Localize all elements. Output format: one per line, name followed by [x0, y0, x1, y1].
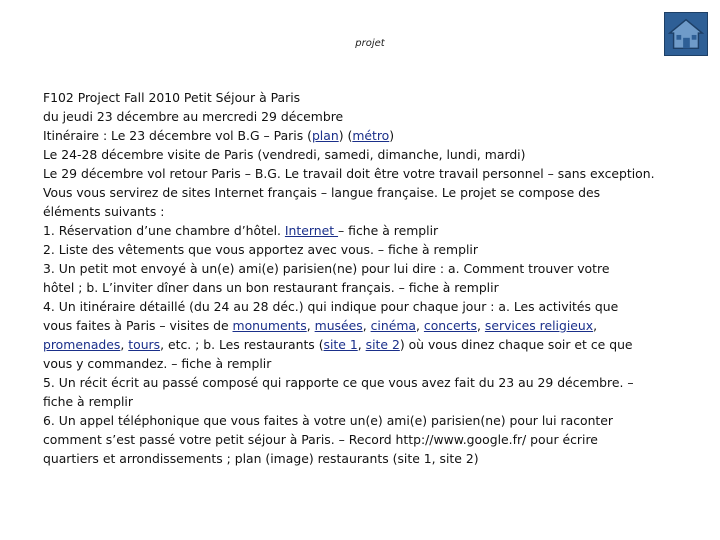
- doc-line-item6-cont: comment s’est passé votre petit séjour à Paris. – Record http://www.google.fr/ pour écrire: [43, 432, 598, 447]
- doc-line-item5-end: fiche à remplir: [43, 394, 133, 409]
- link-promenades[interactable]: promenades: [43, 337, 121, 352]
- doc-line-item4-visits: vous faites à Paris – visites de monuments, musées, cinéma, concerts, services religieux,: [43, 318, 598, 333]
- link-tours[interactable]: tours: [128, 337, 161, 352]
- doc-line-elements: éléments suivants :: [43, 204, 165, 219]
- doc-line-return: Le 29 décembre vol retour Paris – B.G. Le travail doit être votre travail personnel – sans exception.: [43, 166, 655, 181]
- home-button[interactable]: [664, 12, 708, 56]
- link-cinema[interactable]: cinéma: [370, 318, 417, 333]
- document-body: [43, 88, 705, 468]
- doc-line-sites: Vous vous servirez de sites Internet français – langue française. Le projet se compose des: [43, 185, 601, 200]
- doc-line-item4-end: vous y commandez. – fiche à remplir: [43, 356, 272, 371]
- doc-line-item4-restaurants: promenades, tours, etc. ; b. Les restaurants (site 1, site 2) où vous dinez chaque soir et ce que: [43, 337, 633, 352]
- doc-line-item5: 5. Un récit écrit au passé composé qui rapporte ce que vous avez fait du 23 au 29 décembre. –: [43, 375, 634, 390]
- doc-line-item3: 3. Un petit mot envoyé à un(e) ami(e) parisien(ne) pour lui dire : a. Comment trouver votre: [43, 261, 610, 276]
- link-site-1[interactable]: site 1: [323, 337, 358, 352]
- link-concerts[interactable]: concerts: [423, 318, 477, 333]
- doc-line-itinerary: Itinéraire : Le 23 décembre vol B.G – Paris (plan) (métro): [43, 128, 395, 143]
- doc-line-item1: 1. Réservation d’une chambre d’hôtel. Internet – fiche à remplir: [43, 223, 439, 238]
- doc-line-title: F102 Project Fall 2010 Petit Séjour à Paris: [43, 90, 301, 105]
- doc-line-item6-end: quartiers et arrondissements ; plan (image) restaurants (site 1, site 2): [43, 451, 479, 466]
- doc-line-item3-cont: hôtel ; b. L’inviter dîner dans un bon restaurant français. – fiche à remplir: [43, 280, 499, 295]
- doc-line-dates: du jeudi 23 décembre au mercredi 29 décembre: [43, 109, 344, 124]
- doc-line-item6: 6. Un appel téléphonique que vous faites à votre un(e) ami(e) parisien(ne) pour lui raconter: [43, 413, 614, 428]
- page-title: projet: [355, 38, 385, 49]
- doc-line-item2: 2. Liste des vêtements que vous apportez avec vous. – fiche à remplir: [43, 242, 478, 257]
- link-metro[interactable]: métro: [352, 128, 390, 143]
- link-plan[interactable]: plan: [311, 128, 339, 143]
- link-monuments[interactable]: monuments: [232, 318, 307, 333]
- link-musees[interactable]: musées: [314, 318, 363, 333]
- home-icon: [665, 13, 707, 55]
- link-internet[interactable]: Internet: [284, 223, 339, 238]
- doc-line-visit: Le 24-28 décembre visite de Paris (vendredi, samedi, dimanche, lundi, mardi): [43, 147, 526, 162]
- link-services-religieux[interactable]: services religieux: [484, 318, 594, 333]
- link-site-2[interactable]: site 2: [365, 337, 400, 352]
- doc-line-item4: 4. Un itinéraire détaillé (du 24 au 28 déc.) qui indique pour chaque jour : a. Les activités que: [43, 299, 619, 314]
